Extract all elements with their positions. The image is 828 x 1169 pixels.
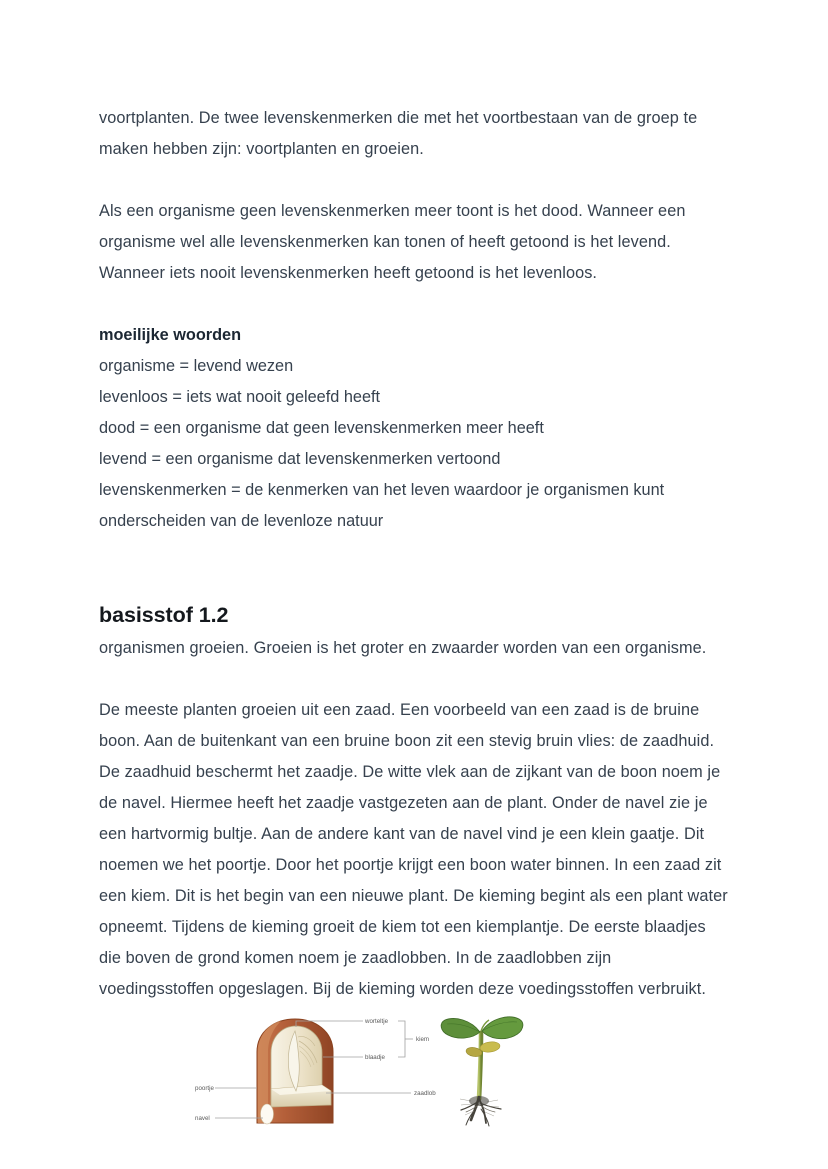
paragraph-section-intro: organismen groeien. Groeien is het groter en zwaarder worden van een organisme. (99, 639, 707, 657)
page-title: basisstof 1.2 (99, 603, 229, 627)
figure-group (99, 1015, 730, 1125)
seedling-leaf-left (441, 1019, 480, 1039)
list-item: dood = een organisme dat geen levenskenmerken meer heeft (99, 419, 544, 437)
list-item: organisme = levend wezen (99, 357, 294, 375)
paragraph-dood-levend-levenloos: Als een organisme geen levenskenmerken meer toont is het dood. Wanneer een organisme wel alle levenskenmerken kan tonen of heeft getoond is het levend. Wanneer iets nooit levenskenmerken heeft getoond is het levenloos. (99, 202, 686, 282)
section-spacer (99, 537, 730, 600)
label-kiem: kiem (416, 1036, 430, 1043)
paragraph-section-body: De meeste planten groeien uit een zaad. Een voorbeeld van een zaad is de bruine boon. Aan de buitenkant van een bruine boon zit een stevig bruin vlies: de zaadhuid. De zaadhuid beschermt het zaadje. De witte vlek aan de zijkant van de boon noem je de navel. Hiermee heeft het zaadje vastgezeten aan de plant. Onder de navel zie je een hartvormig bultje. Aan de andere kant van de navel vind je een klein gaatje. Dit noemen we het poortje. Door het poortje krijgt een boon water binnen. In een zaad zit een kiem. Dit is het begin van een nieuwe plant. De kieming begint als een plant water opneemt. Tijdens de kieming groeit de kiem tot een kiemplantje. De eerste blaadjes die boven de grond komen noem je zaadlobben. In de zaadlobben zijn voedingsstoffen opgeslagen. Bij de kieming worden deze voedingsstoffen verbruikt. (99, 701, 728, 998)
label-navel: navel (195, 1115, 210, 1122)
seedling-stem (479, 1033, 481, 1099)
seedling-photograph (427, 1011, 537, 1127)
list-item: levenloos = iets wat nooit geleefd heeft (99, 388, 381, 406)
list-item: levend = een organisme dat levenskenmerken vertoond (99, 450, 501, 468)
label-blaadje: blaadje (365, 1054, 385, 1061)
glossary-list (99, 351, 730, 537)
label-worteltje: worteltje (365, 1018, 389, 1025)
paragraph-intro-continued: voortplanten. De twee levenskenmerken die met het voortbestaan van de groep te maken hebben zijn: voortplanten en groeien. (99, 109, 698, 158)
label-zaadlob: zaadlob (414, 1090, 436, 1097)
navel-spot (261, 1104, 274, 1124)
label-poortje: poortje (195, 1085, 214, 1092)
list-item: levenskenmerken = de kenmerken van het leven waardoor je organismen kunt onderscheiden van de levenloze natuur (99, 481, 665, 530)
document-content (99, 103, 730, 1125)
glossary-heading: moeilijke woorden (99, 326, 242, 344)
